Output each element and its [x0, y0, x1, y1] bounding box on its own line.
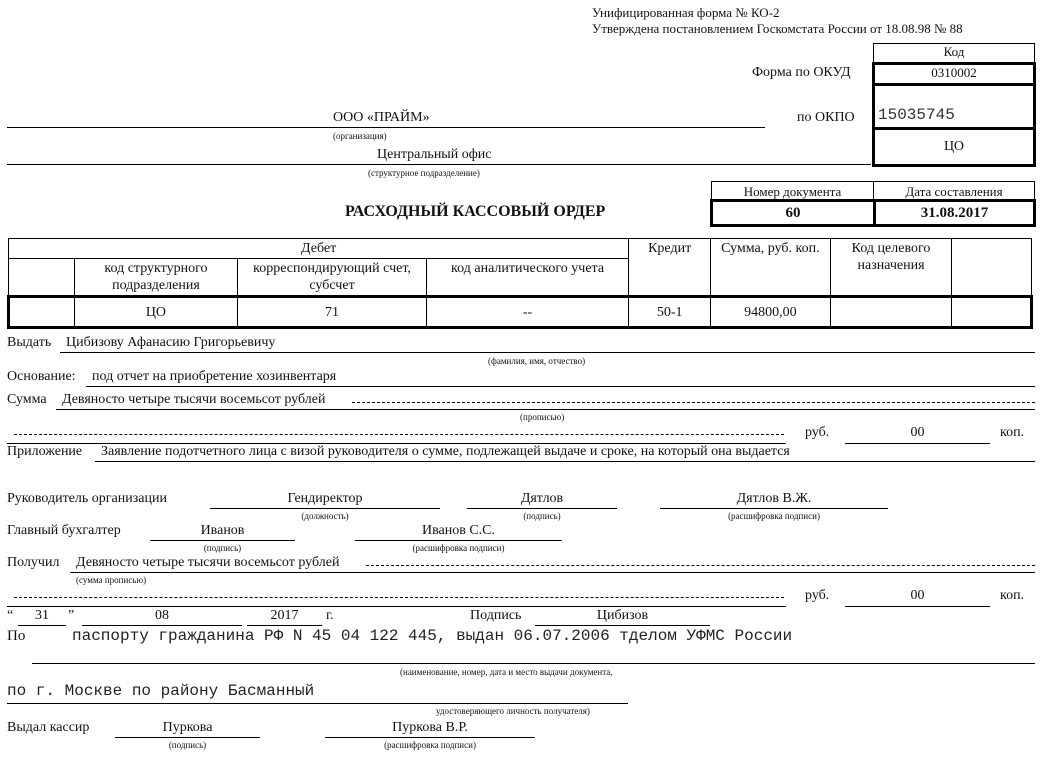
okpo-value: 15035745 — [878, 106, 955, 124]
recipient-signature-label: Подпись — [470, 608, 522, 623]
empty-header — [952, 239, 1032, 297]
passport-caption-1: (наименование, номер, дата и место выдачи документа, — [400, 667, 613, 677]
cashier-decoding-line — [325, 737, 535, 738]
code-divider — [875, 127, 1033, 130]
issue-caption: (фамилия, имя, отчество) — [488, 356, 586, 366]
passport-value-line1: паспорту гражданина РФ N 45 04 122 445, выдан 06.07.2006 тделом УФМС России — [72, 627, 793, 645]
cashier-signature: Пуркова — [162, 720, 213, 735]
accountant-signature-line — [150, 540, 295, 541]
date-label: Дата составления — [905, 184, 1003, 199]
received-caption: (сумма прописью) — [76, 575, 147, 585]
basis-label: Основание: — [7, 369, 76, 384]
cashier-decoding: Пуркова В.Р. — [392, 720, 468, 735]
subdivision-code: ЦО — [943, 139, 965, 154]
passport-value-line2: по г. Москве по району Басманный — [7, 682, 315, 700]
unified-form-label: Унифицированная форма № КО-2 — [592, 5, 780, 20]
accounting-table — [7, 238, 1033, 329]
issue-line — [60, 352, 1035, 353]
document-date: 31.08.2017 — [920, 205, 989, 221]
head-decoding-line — [660, 508, 888, 509]
received-kop-value: 00 — [910, 588, 925, 603]
date-open-quote: “ — [7, 608, 14, 623]
date-day-line — [18, 625, 66, 626]
head-signature-caption: (подпись) — [523, 511, 561, 521]
date-month: 08 — [155, 608, 169, 623]
issue-label: Выдать — [7, 335, 52, 350]
number-date-box — [710, 199, 1036, 227]
head-signature-line — [467, 508, 617, 509]
head-position-caption: (должность) — [301, 511, 349, 521]
passport-line-2 — [7, 703, 628, 704]
received-label: Получил — [7, 555, 60, 570]
attachment-label: Приложение — [7, 444, 83, 459]
organization-caption: (организация) — [333, 131, 387, 141]
table-cell: 94800,00 — [711, 297, 831, 328]
head-decoding: Дятлов В.Ж. — [736, 491, 812, 506]
received-dash-fill — [366, 565, 1035, 566]
passport-line-1 — [32, 663, 1035, 664]
organization-line — [7, 127, 765, 128]
amount-kop: коп. — [1000, 425, 1025, 440]
issue-value: Цибизову Афанасию Григорьевичу — [66, 335, 276, 350]
document-number: 60 — [785, 205, 801, 221]
basis-value: под отчет на приобретение хозинвентаря — [92, 369, 337, 384]
code-divider — [875, 83, 1033, 86]
passport-label: По — [7, 628, 26, 644]
received-dash-fill-2 — [14, 597, 784, 598]
amount-value: Девяносто четыре тысячи восемьсот рублей — [62, 392, 326, 407]
accountant-signature-caption: (подпись) — [203, 543, 242, 553]
cashier-signature-line — [115, 737, 260, 738]
number-header — [711, 181, 874, 200]
received-rub: руб. — [805, 588, 830, 603]
table-cell: 71 — [238, 297, 427, 328]
attachment-line — [95, 461, 1035, 462]
table-row — [9, 297, 1032, 328]
credit-header: Кредит — [629, 239, 711, 297]
passport-caption-2: удостоверяющего личность получателя) — [436, 706, 590, 716]
head-signature: Дятлов — [520, 491, 564, 506]
table-cell: -- — [426, 297, 628, 328]
subdivision-subheader: код структурного подразделения — [74, 259, 238, 297]
head-position-line — [210, 508, 440, 509]
basis-line — [86, 386, 1035, 387]
amount-kop-line — [845, 443, 990, 444]
received-line — [70, 572, 1035, 573]
subdivision-name: Центральный офис — [377, 147, 492, 162]
received-kop-line — [845, 606, 990, 607]
date-day: 31 — [35, 608, 49, 623]
subdivision-caption: (структурное подразделение) — [368, 168, 480, 178]
amount-dash-fill — [352, 402, 1035, 403]
attachment-value: Заявление подотчетного лица с визой руководителя о сумме, подлежащей выдаче и сроке, на который она выдается — [101, 444, 790, 459]
table-cell — [9, 297, 75, 328]
sum-header: Сумма, руб. коп. — [711, 239, 831, 297]
date-year: 2017 — [270, 608, 299, 623]
accountant-label: Главный бухгалтер — [7, 523, 121, 538]
number-label: Номер документа — [743, 184, 842, 199]
amount-dash-fill-2 — [14, 434, 784, 435]
head-decoding-caption: (расшифровка подписи) — [728, 511, 820, 521]
okud-value: 0310002 — [931, 65, 977, 80]
amount-kop-value: 00 — [910, 425, 925, 440]
cashier-label: Выдал кассир — [7, 720, 90, 735]
head-label: Руководитель организации — [7, 491, 167, 506]
table-cell: 50-1 — [629, 297, 711, 328]
date-close-quote: ” — [68, 608, 75, 623]
cashier-decoding-caption: (расшифровка подписи) — [384, 740, 476, 750]
okpo-label: по ОКПО — [797, 110, 855, 125]
debit-header: Дебет — [9, 239, 629, 259]
accountant-decoding-caption: (расшифровка подписи) — [412, 543, 505, 553]
analytics-subheader: код аналитического учета — [426, 259, 628, 297]
date-header — [873, 181, 1035, 200]
document-title: РАСХОДНЫЙ КАССОВЫЙ ОРДЕР — [345, 203, 606, 220]
cashier-signature-caption: (подпись) — [168, 740, 207, 750]
okud-label: Форма по ОКУД — [752, 65, 851, 80]
received-line-2 — [7, 606, 786, 607]
accountant-decoding: Иванов С.С. — [421, 523, 496, 538]
date-year-suffix: г. — [326, 608, 334, 623]
purpose-header: Код целевого назначения — [830, 239, 952, 297]
date-year-line — [247, 625, 322, 626]
date-month-line — [82, 625, 242, 626]
amount-caption: (прописью) — [520, 412, 565, 422]
amount-rub: руб. — [805, 425, 830, 440]
empty-subheader — [9, 259, 75, 297]
organization-name: ООО «ПРАЙМ» — [333, 110, 430, 125]
code-header — [873, 43, 1035, 62]
subdivision-line — [7, 164, 871, 165]
accountant-signature: Иванов — [200, 523, 245, 538]
head-position: Гендиректор — [287, 491, 363, 506]
table-cell — [830, 297, 952, 328]
table-cell: ЦО — [74, 297, 238, 328]
recipient-signature: Цибизов — [596, 608, 649, 623]
table-cell — [952, 297, 1032, 328]
approval-label: Утверждена постановлением Госкомстата России от 18.08.98 № 88 — [592, 21, 963, 36]
accountant-decoding-line — [355, 540, 562, 541]
code-header-label: Код — [943, 44, 965, 59]
received-kop: коп. — [1000, 588, 1025, 603]
amount-label: Сумма — [7, 392, 47, 407]
account-subheader: корреспондирующий счет, субсчет — [238, 259, 427, 297]
received-value: Девяносто четыре тысячи восемьсот рублей — [76, 555, 340, 570]
recipient-signature-line — [535, 625, 710, 626]
amount-line — [56, 409, 1035, 410]
